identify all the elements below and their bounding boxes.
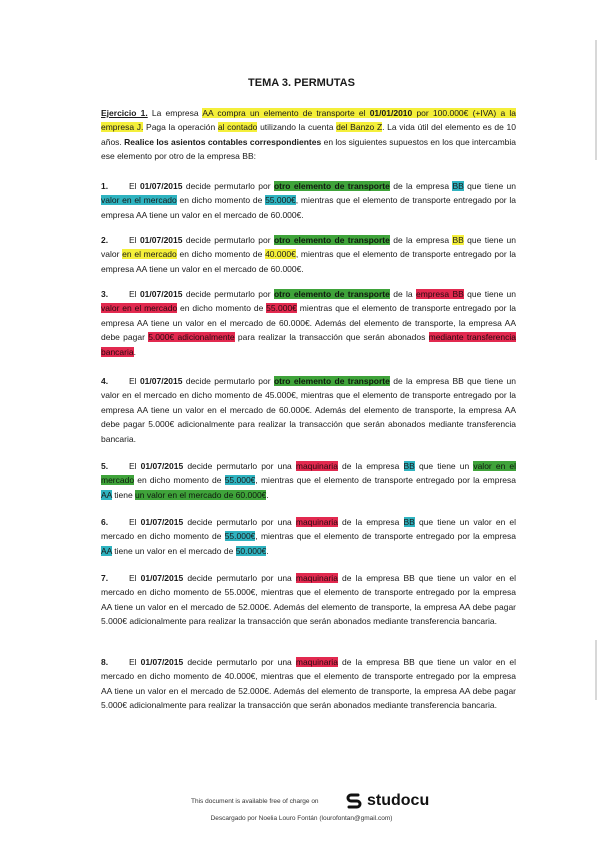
case-7 <box>101 571 516 629</box>
case-date: 01/07/2015 <box>139 376 183 386</box>
highlight-blue: 55.000€ <box>224 531 256 542</box>
case-number: 4. <box>101 376 109 386</box>
highlight-red: 5.000€ adicionalmente <box>148 332 235 343</box>
page-title: TEMA 3. PERMUTAS <box>248 77 355 89</box>
text: de la empresa BB que tiene un valor en el mercado en dicho momento de 55.000€, mientras que el elemento de transporte entregado por la empresa AA tiene un valor en el mercado de 52.000€. Además del elemento de transporte, la empresa AA debe pagar 5.000€ adicionalmente para realizar la transacción que serán abonados mediante transferencia bancaria. <box>101 573 516 627</box>
text: El <box>129 517 141 527</box>
text: , mientras que el elemento de transporte entregado por la empresa AA tiene un valor en el mercado de 60.000€. <box>101 249 516 274</box>
highlight-red: maquinaria <box>295 657 338 667</box>
text: de la empresa <box>389 235 453 245</box>
highlight-green: valor en el mercado <box>101 461 517 486</box>
highlight-blue: AA <box>101 545 112 556</box>
studocu-brand: studocu <box>367 792 430 809</box>
highlight-red: empresa BB <box>416 289 464 299</box>
text: de la empresa <box>337 517 404 527</box>
text: El <box>129 573 141 583</box>
case-date: 01/07/2015 <box>140 573 184 583</box>
case-2 <box>101 233 516 276</box>
exercise-label: Ejercicio 1. <box>101 108 148 118</box>
case-date: 01/07/2015 <box>140 517 184 527</box>
studocu-logo-icon <box>345 792 363 810</box>
highlight-yellow: 40.000€ <box>265 249 296 260</box>
studocu-logo[interactable] <box>345 792 429 810</box>
highlight-red: valor en el mercado <box>101 303 178 314</box>
text: tiene un valor en el mercado de <box>111 545 236 556</box>
case-6 <box>101 515 516 558</box>
text: decide permutarlo por <box>182 181 274 191</box>
highlight-blue: 55.000€ <box>224 475 256 486</box>
highlight-yellow: al contado <box>217 122 258 133</box>
text: decide permutarlo por una <box>183 657 296 667</box>
case-date: 01/07/2015 <box>140 657 184 667</box>
highlight-red: maquinaria <box>295 461 338 471</box>
case-1 <box>101 179 516 222</box>
case-number: 1. <box>101 181 109 191</box>
text: que tiene un valor en el mercado en dicho momento de <box>101 517 517 542</box>
highlight-blue: BB <box>403 461 415 471</box>
highlight-yellow: en el mercado <box>122 249 177 260</box>
text: El <box>129 235 140 245</box>
case-number: 6. <box>101 517 109 527</box>
case-number: 7. <box>101 573 109 583</box>
text: decide permutarlo por <box>182 289 274 299</box>
highlight-green: otro elemento de transporte <box>273 289 390 299</box>
text: decide permutarlo por <box>182 235 274 245</box>
text: decide permutarlo por una <box>183 573 296 583</box>
highlight-red: maquinaria <box>295 517 338 527</box>
text: en dicho momento de <box>177 303 267 314</box>
text: de la empresa <box>389 181 453 191</box>
case-3 <box>101 287 516 359</box>
text: . <box>266 545 269 556</box>
text: en dicho momento de <box>176 195 266 206</box>
highlight-blue: BB <box>452 181 464 191</box>
bold-text: Realice los asientos contables correspondientes <box>124 136 322 147</box>
text: de la empresa <box>337 461 404 471</box>
text: , mientras que el elemento de transporte entregado por la empresa AA tiene un valor en el mercado de 60.000€. <box>101 195 516 220</box>
text: . <box>266 489 269 500</box>
text: decide permutarlo por una <box>183 517 296 527</box>
text: . <box>133 346 136 357</box>
scan-edge <box>595 640 597 700</box>
highlight-red: maquinaria <box>295 573 338 583</box>
case-4 <box>101 374 516 446</box>
case-number: 3. <box>101 289 109 299</box>
text: El <box>129 376 140 386</box>
text: tiene <box>111 489 136 500</box>
text: Paga la operación <box>143 122 218 133</box>
highlight-yellow: del Banzo Z <box>336 122 383 133</box>
text: mientras que el elemento de transporte entregado por la empresa AA tiene un valor en el mercado de 60.000€. Además del elemento de transporte, la empresa AA debe pagar <box>101 303 516 343</box>
text: para realizar la transacción que serán abonados <box>234 332 429 343</box>
exercise-statement <box>101 106 516 164</box>
case-date: 01/07/2015 <box>139 235 183 245</box>
text: que tiene un <box>463 181 516 191</box>
highlight-blue: BB <box>403 517 415 527</box>
footer-downloaded-text: Descargado por Noelia Louro Fontán (lourofontan@gmail.com) <box>210 815 393 822</box>
case-5 <box>101 459 516 502</box>
text: , mientras que el elemento de transporte entregado por la empresa <box>255 531 516 542</box>
highlight-yellow: BB <box>452 235 464 245</box>
case-number: 8. <box>101 657 109 667</box>
text: El <box>129 461 141 471</box>
highlight-green: un valor en el mercado de 60.000€ <box>135 489 267 500</box>
text: , mientras que el elemento de transporte entregado por la empresa <box>255 475 516 486</box>
text: que tiene un <box>414 461 474 471</box>
text: El <box>129 181 140 191</box>
scan-edge <box>595 40 597 160</box>
text: La empresa <box>147 108 203 118</box>
highlight-blue: 55.000€ <box>265 195 296 206</box>
highlight-green: otro elemento de transporte <box>273 181 390 191</box>
case-date: 01/07/2015 <box>139 289 183 299</box>
highlight-blue: AA <box>101 489 112 500</box>
text: en dicho momento de <box>134 475 225 486</box>
highlight-yellow: AA compra un elemento de transporte el <box>202 108 370 118</box>
highlight-green: otro elemento de transporte <box>273 235 390 245</box>
text: en los siguientes supuestos en los que intercambia ese elemento por otro de la empresa BB: <box>101 136 516 162</box>
footer-available-text: This document is available free of charge on <box>191 798 319 805</box>
text: utilizando la cuenta <box>257 122 337 133</box>
highlight-blue: valor en el mercado <box>101 195 177 206</box>
highlight-blue: 50.000€ <box>235 545 267 556</box>
case-number: 2. <box>101 235 109 245</box>
text: en dicho momento de <box>176 249 266 260</box>
text: de la <box>389 289 417 299</box>
highlight-red: 55.000€ <box>266 303 297 314</box>
case-date: 01/07/2015 <box>140 461 184 471</box>
text: decide permutarlo por <box>182 376 274 386</box>
text: El <box>129 657 141 667</box>
text: decide permutarlo por una <box>183 461 296 471</box>
text: El <box>129 289 140 299</box>
text: que tiene un valor <box>101 235 516 260</box>
case-date: 01/07/2015 <box>139 181 183 191</box>
highlight-green: otro elemento de transporte <box>273 376 390 386</box>
case-8 <box>101 655 516 713</box>
highlight-yellow: por 100.000€ (+IVA) a la empresa J. <box>101 108 516 133</box>
text: de la empresa BB que tiene un valor en el mercado en dicho momento de 45.000€, mientras que el elemento de transporte entregado por la empresa AA tiene un valor en el mercado de 60.000€. Además del elemento de transporte, la empresa AA debe pagar 5.000€ adicionalmente para realizar la transacción que serán abonados mediante transferencia bancaria. <box>101 376 516 444</box>
highlight-yellow-date: 01/01/2010 <box>369 108 413 118</box>
text: de la empresa BB que tiene un valor en el mercado en dicho momento de 40.000€, mientras que el elemento de transporte entregado por la empresa AA tiene un valor en el mercado de 52.000€. Además del elemento de transporte, la empresa AA debe pagar 5.000€ adicionalmente para realizar la transacción que serán abonados mediante transferencia bancaria. <box>101 657 516 711</box>
case-number: 5. <box>101 461 109 471</box>
highlight-red: mediante transferencia bancaria <box>101 332 516 357</box>
text: . La vida útil del elemento es de 10 años. <box>101 122 516 147</box>
text: que tiene un <box>463 289 516 299</box>
